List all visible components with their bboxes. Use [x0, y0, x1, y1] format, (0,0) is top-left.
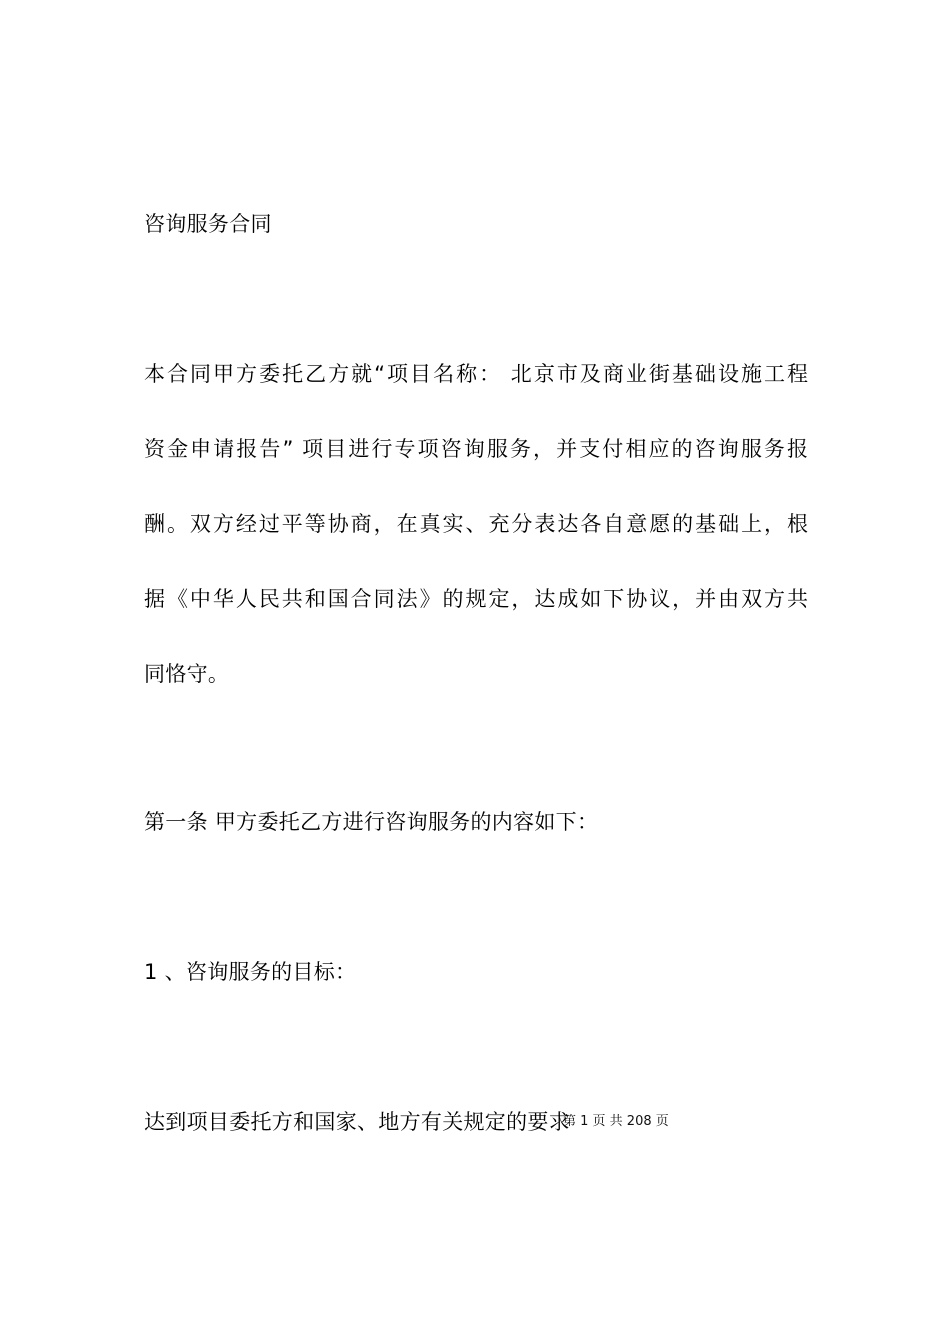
item-1-heading: 1 、咨询服务的目标： — [144, 960, 357, 984]
item-1-text: 达到项目委托方和国家、地方有关规定的要求 — [144, 1110, 570, 1134]
intro-line-1: 本合同甲方委托乙方就“项目名称： 北京市及商业街基础设施工程 — [144, 362, 808, 386]
intro-line-2: 资金申请报告” 项目进行专项咨询服务，并支付相应的咨询服务报 — [144, 437, 808, 461]
intro-line-3: 酬。双方经过平等协商，在真实、充分表达各自意愿的基础上，根 — [144, 512, 808, 536]
page-number-footer: 第 1 页 共 208 页 — [563, 1114, 669, 1129]
article-1-heading: 第一条 甲方委托乙方进行咨询服务的内容如下： — [144, 810, 599, 834]
intro-line-4: 据《中华人民共和国合同法》的规定，达成如下协议，并由双方共 — [144, 587, 808, 611]
document-title: 咨询服务合同 — [144, 212, 272, 236]
intro-line-5: 同恪守。 — [144, 662, 230, 686]
